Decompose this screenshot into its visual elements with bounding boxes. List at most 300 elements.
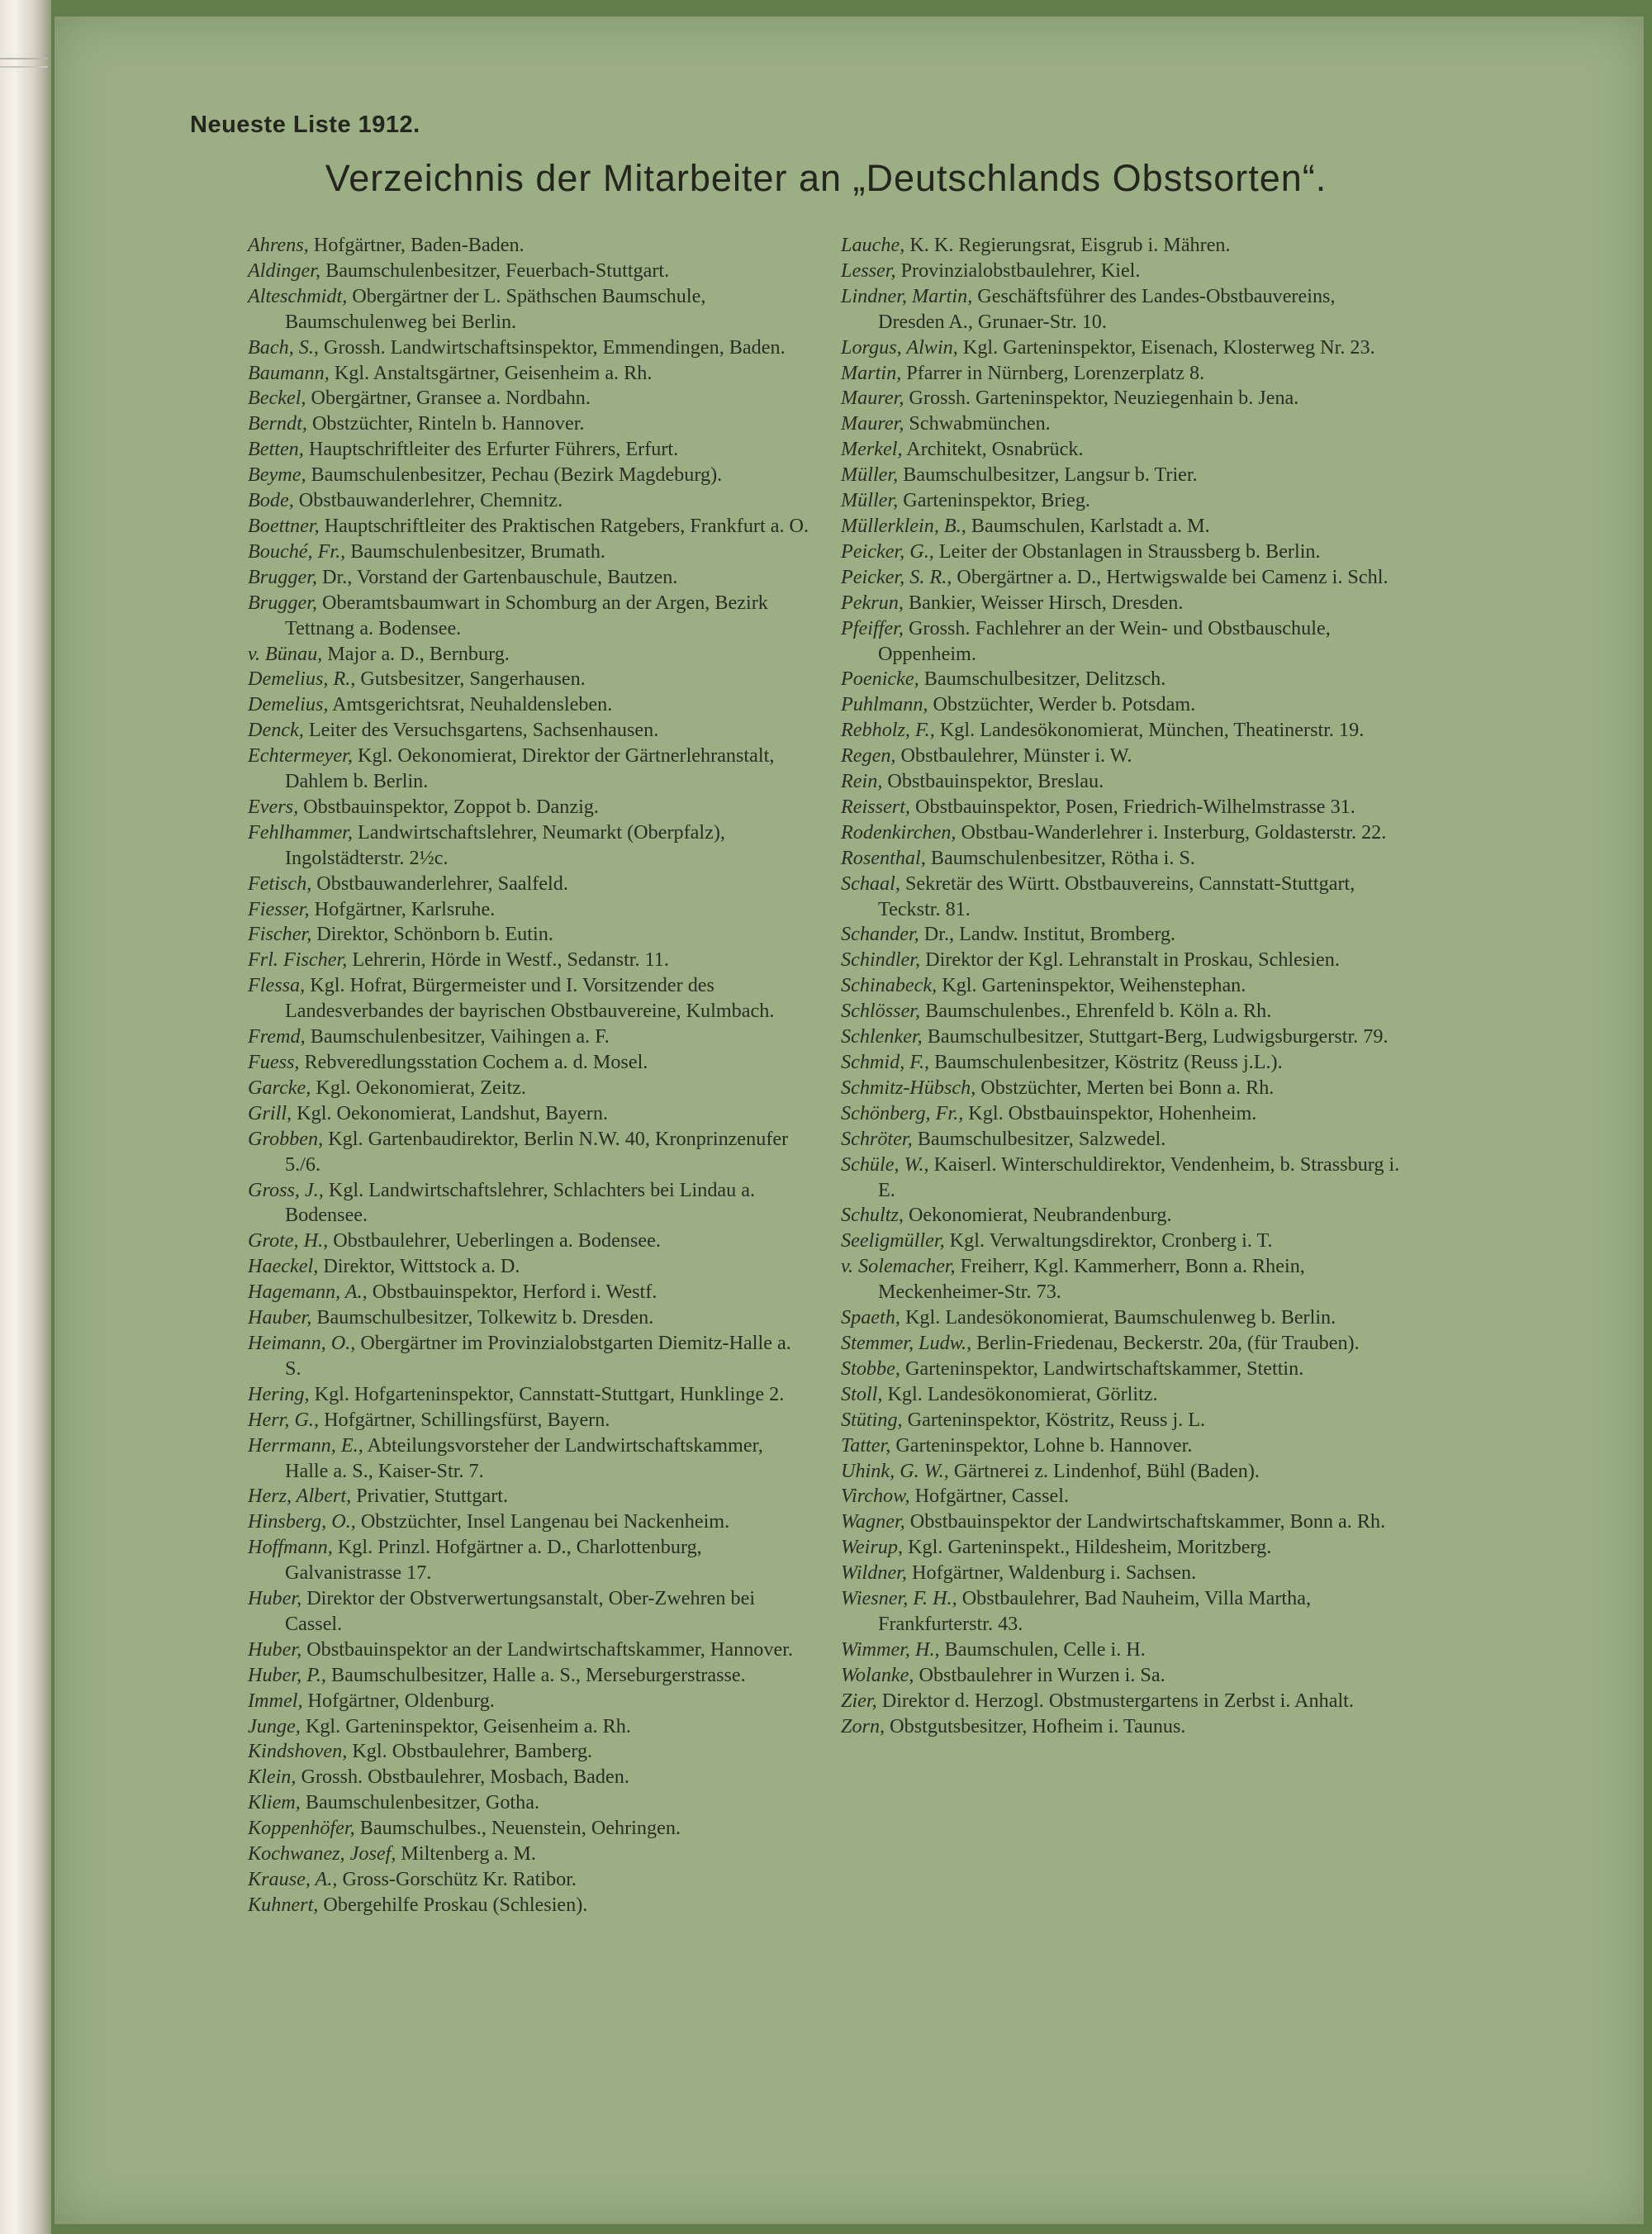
contributor-entry	[248, 1433, 809, 1485]
contributor-details: Kgl. Landesökonomierat, München, Theatinerstr. 19.	[934, 719, 1365, 742]
contributor-details: Kgl. Obstbaulehrer, Bamberg.	[347, 1740, 593, 1763]
contributor-entry	[841, 999, 1403, 1024]
contributor-details: Obstbauinspektor, Zoppot b. Danzig.	[298, 795, 599, 818]
contributor-entry	[248, 1484, 809, 1509]
contributor-name: Alteschmidt,	[248, 284, 348, 307]
contributor-details: Obstbaulehrer, Bad Nauheim, Villa Martha, Frankfurterstr. 43.	[878, 1587, 1312, 1635]
contributor-entry	[841, 1254, 1403, 1305]
contributor-entry	[248, 386, 809, 411]
contributor-name: Immel,	[248, 1689, 303, 1712]
contributor-details: Direktor, Schönborn b. Eutin.	[311, 923, 553, 946]
contributor-details: Baumschulenbesitzer, Brumath.	[345, 539, 605, 563]
contributor-name: Herr, G.,	[248, 1408, 320, 1431]
book-edge	[0, 0, 51, 2234]
contributor-entry	[248, 1178, 809, 1229]
contributor-name: Müllerklein, B.,	[841, 514, 966, 537]
contributor-details: Obstbauinspektor der Landwirtschaftskammer, Bonn a. Rh.	[904, 1510, 1386, 1533]
contributor-details: Kgl. Oekonomierat, Direktor der Gärtnerlehranstalt, Dahlem b. Berlin.	[285, 744, 775, 793]
contributor-name: Regen,	[841, 744, 896, 768]
contributor-details: Berlin-Friedenau, Beckerstr. 20a, (für Trauben).	[971, 1331, 1360, 1354]
contributor-entry	[841, 846, 1403, 872]
contributor-entry	[248, 1382, 809, 1408]
contributor-name: Schaal,	[841, 872, 900, 895]
contributor-details: Baumschulbesitzer, Halle a. S., Merseburgerstrasse.	[325, 1663, 746, 1686]
contributor-name: Schlösser,	[841, 1000, 921, 1023]
contributor-entry	[248, 1790, 809, 1816]
contributor-name: Lauche,	[841, 234, 905, 256]
contributor-details: Kgl. Obstbauinspektor, Hohenheim.	[963, 1101, 1257, 1124]
contributor-entry	[841, 259, 1403, 284]
contributor-entry	[841, 1229, 1403, 1254]
contributor-name: Evers,	[248, 795, 299, 818]
contributor-name: Beckel,	[248, 387, 306, 410]
contributor-entry	[248, 1076, 809, 1101]
contributor-name: Demelius,	[248, 693, 329, 716]
contributor-entry	[841, 616, 1403, 668]
contributor-details: Hofgärtner, Baden-Baden.	[308, 234, 525, 256]
contributor-entry	[841, 1382, 1403, 1408]
contributor-details: Miltenberg a. M.	[396, 1842, 536, 1866]
contributor-details: Hofgärtner, Cassel.	[909, 1485, 1070, 1508]
contributor-name: Peicker, G.,	[841, 539, 934, 563]
contributor-details: Hofgärtner, Waldenburg i. Sachsen.	[906, 1561, 1197, 1585]
contributor-name: Stemmer, Ludw.,	[841, 1331, 972, 1354]
contributor-details: Kaiserl. Winterschuldirektor, Vendenheim, b. Strassburg i. E.	[878, 1153, 1400, 1201]
contributor-name: Zier,	[841, 1689, 877, 1712]
contributor-details: Obstbaulehrer, Ueberlingen a. Bodensee.	[328, 1229, 661, 1252]
left-column	[248, 233, 809, 1918]
contributor-entry	[841, 361, 1403, 387]
contributor-details: Grossh. Landwirtschaftsinspektor, Emmendingen, Baden.	[318, 335, 786, 359]
contributor-details: Gutsbesitzer, Sangerhausen.	[355, 668, 586, 691]
contributor-entry	[841, 488, 1403, 514]
contributor-name: Junge,	[248, 1714, 301, 1737]
contributor-name: Brugger,	[248, 565, 317, 588]
right-column	[841, 233, 1403, 1739]
contributor-entry	[841, 463, 1403, 488]
contributor-name: Fehlhammer,	[248, 820, 353, 844]
contributor-name: Schüle, W.,	[841, 1153, 929, 1176]
contributor-name: Weirup,	[841, 1536, 904, 1559]
contributor-details: Baumschulbesitzer, Tolkewitz b. Dresden.	[311, 1306, 654, 1329]
contributor-name: Kindshoven,	[248, 1740, 348, 1763]
contributor-name: Schindler,	[841, 948, 921, 972]
contributor-name: Ahrens,	[248, 234, 309, 256]
contributor-name: Stüting,	[841, 1408, 903, 1431]
contributor-entry	[841, 1408, 1403, 1433]
contributor-entry	[248, 335, 809, 361]
contributor-entry	[841, 1357, 1403, 1382]
contributor-name: Berndt,	[248, 412, 307, 435]
contributor-entry	[841, 1076, 1403, 1101]
contributor-name: Virchow,	[841, 1485, 910, 1508]
contributor-entry	[841, 1509, 1403, 1535]
contributor-details: K. K. Regierungsrat, Eisgrub i. Mähren.	[904, 234, 1231, 256]
contributor-name: Spaeth,	[841, 1306, 900, 1329]
contributor-details: Kgl. Landesökonomierat, Görlitz.	[882, 1382, 1158, 1405]
contributor-entry	[841, 692, 1403, 718]
contributor-details: Obstzüchter, Insel Langenau bei Nackenheim.	[355, 1510, 730, 1533]
contributor-name: Kliem,	[248, 1791, 301, 1814]
contributor-details: Kgl. Garteninspektor, Geisenheim a. Rh.	[300, 1714, 631, 1737]
contributor-details: Gross-Gorschütz Kr. Ratibor.	[337, 1868, 577, 1890]
contributor-details: Kgl. Oekonomierat, Landshut, Bayern.	[292, 1101, 608, 1124]
contributor-name: Herrmann, E.,	[248, 1433, 363, 1457]
contributor-entry	[841, 1637, 1403, 1663]
contributor-entry	[248, 973, 809, 1024]
contributor-details: Baumschulbes., Neuenstein, Oehringen.	[354, 1817, 681, 1840]
contributor-details: Leiter der Obstanlagen in Straussberg b. Berlin.	[933, 539, 1321, 563]
contributor-details: Obstbauwanderlehrer, Saalfeld.	[311, 872, 568, 895]
contributor-details: Obergehilfe Proskau (Schlesien).	[318, 1893, 588, 1916]
contributor-entry	[248, 437, 809, 463]
contributor-entry	[841, 514, 1403, 539]
contributor-details: Obergärtner der L. Späthschen Baumschule, Baumschulenweg bei Berlin.	[285, 284, 706, 333]
contributor-entry	[248, 463, 809, 488]
contributor-name: Müller,	[841, 463, 899, 487]
contributor-details: Baumschulbesitzer, Langsur b. Trier.	[898, 463, 1198, 487]
contributor-details: Kgl. Hofgarteninspektor, Cannstatt-Stuttgart, Hunklinge 2.	[309, 1382, 785, 1405]
contributor-name: Kochwanez, Josef,	[248, 1842, 396, 1866]
contributor-name: Heimann, O.,	[248, 1331, 356, 1354]
contributor-entry	[248, 233, 809, 259]
contributor-name: Martin,	[841, 361, 902, 384]
contributor-details: Direktor der Obstverwertungsanstalt, Ober-Zwehren bei Cassel.	[285, 1587, 756, 1635]
contributor-entry	[248, 1739, 809, 1765]
contributor-name: Boettner,	[248, 514, 320, 537]
contributor-entry	[841, 1153, 1403, 1204]
contributor-name: Rebholz, F.,	[841, 719, 935, 742]
contributor-entry	[248, 361, 809, 387]
contributor-name: Huber,	[248, 1587, 302, 1610]
contributor-details: Pfarrer in Nürnberg, Lorenzerplatz 8.	[901, 361, 1205, 384]
contributor-details: Hauptschriftleiter des Praktischen Ratgebers, Frankfurt a. O.	[319, 514, 809, 537]
contributor-entry	[841, 539, 1403, 565]
contributor-entry	[248, 565, 809, 591]
contributor-entry	[248, 1816, 809, 1842]
contributor-name: Koppenhöfer,	[248, 1817, 355, 1840]
contributor-name: Müller,	[841, 489, 899, 512]
contributor-details: Garteninspektor, Brieg.	[898, 489, 1090, 512]
contributor-entry	[248, 1305, 809, 1331]
contributor-entry	[841, 565, 1403, 591]
contributor-entry	[841, 1024, 1403, 1050]
contributor-details: Privatier, Stuttgart.	[351, 1485, 509, 1508]
contributor-name: Schmitz-Hübsch,	[841, 1076, 976, 1099]
contributor-details: Oekonomierat, Neubrandenburg.	[903, 1204, 1172, 1227]
contributor-details: Obstbauinspektor, Herford i. Westf.	[367, 1281, 657, 1304]
contributor-name: Lesser,	[841, 259, 896, 282]
contributor-entry	[841, 769, 1403, 795]
contributor-details: Baumschulenbesitzer, Rötha i. S.	[925, 846, 1195, 869]
contributor-details: Baumschulenbes., Ehrenfeld b. Köln a. Rh.	[920, 1000, 1272, 1023]
contributor-details: Hofgärtner, Oldenburg.	[302, 1689, 495, 1712]
contributor-name: Peicker, S. R.,	[841, 565, 952, 588]
contributor-entry	[841, 1433, 1403, 1459]
contributor-name: Grill,	[248, 1101, 292, 1124]
contributor-entry	[248, 259, 809, 284]
contributor-details: Baumschulenbesitzer, Vaihingen a. F.	[305, 1025, 610, 1048]
contributor-entry	[248, 744, 809, 795]
contributor-name: Denck,	[248, 719, 304, 742]
contributor-entry	[248, 718, 809, 744]
edge-line	[0, 66, 48, 68]
contributor-details: Hauptschriftleiter des Erfurter Führers, Erfurt.	[303, 438, 679, 461]
contributor-entry	[248, 1765, 809, 1790]
contributor-name: Stoll,	[841, 1382, 883, 1405]
contributor-entry	[841, 1586, 1403, 1637]
contributor-details: Hofgärtner, Schillingsfürst, Bayern.	[319, 1408, 610, 1431]
contributor-name: Bach, S.,	[248, 335, 319, 359]
contributor-details: Gärtnerei z. Lindenhof, Bühl (Baden).	[948, 1459, 1260, 1482]
contributor-details: Kgl. Anstaltsgärtner, Geisenheim a. Rh.	[329, 361, 653, 384]
contributor-entry	[841, 795, 1403, 820]
contributor-entry	[248, 1229, 809, 1254]
contributor-details: Obstbauwanderlehrer, Chemnitz.	[293, 489, 563, 512]
contributor-name: Merkel,	[841, 438, 903, 461]
contributor-details: Garteninspektor, Köstritz, Reuss j. L.	[902, 1408, 1206, 1431]
contributor-name: Lorgus, Alwin,	[841, 335, 958, 359]
contributor-name: Pekrun,	[841, 591, 904, 614]
contributor-entry	[841, 233, 1403, 259]
contributor-entry	[841, 1305, 1403, 1331]
contributor-entry	[841, 1127, 1403, 1153]
contributor-details: Baumschulenbesitzer, Köstritz (Reuss j.L.).	[929, 1051, 1283, 1073]
contributor-name: Hauber,	[248, 1306, 312, 1329]
contributor-entry	[841, 973, 1403, 999]
contributor-details: Grossh. Garteninspektor, Neuziegenhain b. Jena.	[904, 387, 1299, 410]
contributor-details: Freiherr, Kgl. Kammerherr, Bonn a. Rhein, Meckenheimer-Str. 73.	[878, 1255, 1305, 1304]
contributor-details: Obstbau-Wanderlehrer i. Insterburg, Goldasterstr. 22.	[956, 820, 1387, 844]
contributor-entry	[841, 1689, 1403, 1714]
contributor-entry	[841, 335, 1403, 361]
contributor-entry	[841, 284, 1403, 335]
contributor-entry	[248, 642, 809, 668]
contributor-entry	[248, 1331, 809, 1382]
contributor-details: Obstbaulehrer, Münster i. W.	[895, 744, 1132, 768]
contributor-entry	[248, 1101, 809, 1127]
contributor-name: Fetisch,	[248, 872, 312, 895]
contributor-name: Frl. Fischer,	[248, 948, 348, 972]
contributor-name: Hoffmann,	[248, 1536, 333, 1559]
contributor-name: Wimmer, H.,	[841, 1637, 940, 1661]
contributor-details: Obstbauinspektor, Posen, Friedrich-Wilhelmstrasse 31.	[909, 795, 1355, 818]
contributor-entry	[841, 872, 1403, 923]
contributor-details: Obstgutsbesitzer, Hofheim i. Taunus.	[885, 1714, 1186, 1737]
contributor-entry	[841, 820, 1403, 846]
contributor-entry	[841, 411, 1403, 437]
contributor-name: Wolanke,	[841, 1663, 914, 1686]
contributor-details: Sekretär des Württ. Obstbauvereins, Cannstatt-Stuttgart, Teckstr. 81.	[878, 872, 1355, 920]
contributor-entry	[841, 1561, 1403, 1586]
contributor-entry	[841, 591, 1403, 616]
contributor-details: Landwirtschaftslehrer, Neumarkt (Oberpfalz), Ingolstädterstr. 2½c.	[285, 820, 725, 869]
contributor-name: Pfeiffer,	[841, 616, 904, 639]
contributor-name: Hagemann, A.,	[248, 1281, 368, 1304]
contributor-details: Kgl. Hofrat, Bürgermeister und I. Vorsitzender des Landesverbandes der bayrischen Obstbauvereine, Kulmbach.	[285, 974, 775, 1023]
contributor-entry	[841, 437, 1403, 463]
contributor-name: Maurer,	[841, 412, 904, 435]
contributor-name: Fiesser,	[248, 897, 310, 920]
contributor-details: Baumschulenbesitzer, Pechau (Bezirk Magdeburg).	[306, 463, 723, 487]
contributor-entry	[841, 948, 1403, 973]
contributor-details: Obstzüchter, Werder b. Potsdam.	[928, 693, 1196, 716]
contributor-entry	[248, 1050, 809, 1076]
contributor-entry	[248, 1663, 809, 1689]
contributor-entry	[841, 1331, 1403, 1357]
contributor-name: Fremd,	[248, 1025, 306, 1048]
contributor-name: Schultz,	[841, 1204, 904, 1227]
contributor-details: Direktor, Wittstock a. D.	[318, 1255, 520, 1278]
contributor-details: Baumschulenbesitzer, Gotha.	[300, 1791, 540, 1814]
contributor-details: Baumschulbesitzer, Stuttgart-Berg, Ludwigsburgerstr. 79.	[922, 1025, 1389, 1048]
contributor-entry	[248, 1893, 809, 1918]
contributor-name: Gross, J.,	[248, 1178, 324, 1201]
contributor-name: Demelius, R.,	[248, 668, 356, 691]
page-title: Verzeichnis der Mitarbeiter an „Deutschlands Obstsorten“.	[325, 157, 1327, 199]
contributor-name: Wagner,	[841, 1510, 905, 1533]
contributor-name: Maurer,	[841, 387, 904, 410]
contributor-name: Stobbe,	[841, 1357, 900, 1380]
contributor-entry	[248, 667, 809, 692]
contributor-name: v. Solemacher,	[841, 1255, 956, 1278]
contributor-entry	[248, 488, 809, 514]
contributor-name: Zorn,	[841, 1714, 885, 1737]
contributor-entry	[248, 1535, 809, 1586]
contributor-details: Obergärtner a. D., Hertwigswalde bei Camenz i. Schl.	[952, 565, 1389, 588]
contributor-entry	[248, 820, 809, 872]
contributor-name: Klein,	[248, 1766, 297, 1789]
contributor-name: Rein,	[841, 770, 883, 793]
contributor-name: Schander,	[841, 923, 919, 946]
contributor-entry	[248, 1254, 809, 1280]
contributor-details: Oberamtsbaumwart in Schomburg an der Argen, Bezirk Tettnang a. Bodensee.	[285, 591, 768, 639]
contributor-entry	[248, 795, 809, 820]
contributor-details: Kgl. Landwirtschaftslehrer, Schlachters bei Lindau a. Bodensee.	[285, 1178, 756, 1227]
contributor-entry	[248, 1842, 809, 1867]
contributor-name: Aldinger,	[248, 259, 321, 282]
contributor-details: Rebveredlungsstation Cochem a. d. Mosel.	[299, 1051, 648, 1073]
contributor-entry	[248, 514, 809, 539]
contributor-details: Kgl. Garteninspektor, Weihenstephan.	[937, 974, 1246, 997]
contributor-entry	[248, 1024, 809, 1050]
contributor-name: Schönberg, Fr.,	[841, 1101, 964, 1124]
contributor-entry	[248, 284, 809, 335]
contributor-details: Hofgärtner, Karlsruhe.	[309, 897, 496, 920]
contributor-entry	[841, 1663, 1403, 1689]
contributor-details: Bankier, Weisser Hirsch, Dresden.	[903, 591, 1184, 614]
contributor-name: Puhlmann,	[841, 693, 928, 716]
contributor-details: Dr., Landw. Institut, Bromberg.	[919, 923, 1176, 946]
contributor-entry	[248, 1867, 809, 1893]
contributor-name: Bouché, Fr.,	[248, 539, 346, 563]
contributor-name: Baumann,	[248, 361, 330, 384]
contributor-name: Hinsberg, O.,	[248, 1510, 356, 1533]
contributor-entry	[841, 1484, 1403, 1509]
contributor-name: Kuhnert,	[248, 1893, 319, 1916]
contributor-entry	[248, 897, 809, 923]
contributor-name: Lindner, Martin,	[841, 284, 973, 307]
contributor-entry	[841, 922, 1403, 948]
contributor-name: Grote, H.,	[248, 1229, 329, 1252]
contributor-entry	[841, 1714, 1403, 1740]
contributor-details: Kgl. Oekonomierat, Zeitz.	[311, 1076, 526, 1099]
contributor-details: Kgl. Garteninspekt., Hildesheim, Moritzberg.	[903, 1536, 1272, 1559]
contributor-name: Flessa,	[248, 974, 306, 997]
edge-line	[0, 58, 48, 59]
contributor-details: Garteninspektor, Lohne b. Hannover.	[890, 1433, 1193, 1457]
contributor-name: Fuess,	[248, 1051, 300, 1073]
contributor-details: Lehrerin, Hörde in Westf., Sedanstr. 11.	[347, 948, 669, 972]
contributor-details: Baumschulbesitzer, Salzwedel.	[912, 1127, 1166, 1150]
contributor-name: Schröter,	[841, 1127, 913, 1150]
contributor-name: Huber, P.,	[248, 1663, 326, 1686]
contributor-entry	[841, 386, 1403, 411]
contributor-entry	[248, 1689, 809, 1714]
contributor-details: Grossh. Obstbaulehrer, Mosbach, Baden.	[296, 1766, 629, 1789]
contributor-name: Herz, Albert,	[248, 1485, 352, 1508]
contributor-name: Haeckel,	[248, 1255, 319, 1278]
contributor-details: Direktor d. Herzogl. Obstmustergartens in Zerbst i. Anhalt.	[876, 1689, 1354, 1712]
contributor-entry	[248, 1408, 809, 1433]
contributor-entry	[841, 744, 1403, 769]
contributor-name: Beyme,	[248, 463, 306, 487]
contributor-details: Leiter des Versuchsgartens, Sachsenhausen.	[303, 719, 659, 742]
contributor-details: Schwabmünchen.	[904, 412, 1051, 435]
contributor-name: Wiesner, F. H.,	[841, 1587, 957, 1610]
list-year-heading: Neueste Liste 1912.	[190, 112, 420, 138]
contributor-details: Kgl. Landesökonomierat, Baumschulenweg b. Berlin.	[900, 1306, 1336, 1329]
contributor-details: Abteilungsvorsteher der Landwirtschaftskammer, Halle a. S., Kaiser-Str. 7.	[285, 1433, 763, 1482]
contributor-details: Direktor der Kgl. Lehranstalt in Proskau, Schlesien.	[920, 948, 1340, 972]
contributor-details: Dr., Vorstand der Gartenbauschule, Bautzen.	[316, 565, 678, 588]
contributor-name: Schinabeck,	[841, 974, 938, 997]
contributor-entry	[248, 872, 809, 897]
contributor-details: Obergärtner im Provinzialobstgarten Diemitz-Halle a. S.	[285, 1331, 791, 1380]
contributor-entry	[248, 948, 809, 973]
contributor-details: Baumschulen, Karlstadt a. M.	[966, 514, 1210, 537]
contributor-name: Uhink, G. W.,	[841, 1459, 949, 1482]
contributor-details: Provinzialobstbaulehrer, Kiel.	[895, 259, 1141, 282]
contributor-details: Kgl. Gartenbaudirektor, Berlin N.W. 40, Kronprinzenufer 5./6.	[285, 1127, 789, 1176]
contributor-entry	[248, 1509, 809, 1535]
contributor-name: Wildner,	[841, 1561, 907, 1585]
contributor-details: Kgl. Prinzl. Hofgärtner a. D., Charlottenburg, Galvanistrasse 17.	[285, 1536, 702, 1585]
contributor-details: Architekt, Osnabrück.	[902, 438, 1084, 461]
contributor-name: Huber,	[248, 1637, 302, 1661]
contributor-name: Schlenker,	[841, 1025, 923, 1048]
contributor-entry	[248, 539, 809, 565]
contributor-details: Baumschulenbesitzer, Feuerbach-Stuttgart.	[320, 259, 670, 282]
contributor-name: Grobben,	[248, 1127, 324, 1150]
contributor-entry	[841, 1050, 1403, 1076]
contributor-entry	[248, 591, 809, 642]
contributor-entry	[841, 1203, 1403, 1229]
contributor-details: Garteninspektor, Landwirtschaftskammer, Stettin.	[900, 1357, 1304, 1380]
contributor-details: Grossh. Fachlehrer an der Wein- und Obstbauschule, Oppenheim.	[878, 616, 1331, 665]
contributor-entry	[248, 1280, 809, 1305]
contributor-details: Obstbaulehrer in Wurzen i. Sa.	[914, 1663, 1165, 1686]
contributor-name: Rodenkirchen,	[841, 820, 957, 844]
contributor-details: Baumschulbesitzer, Delitzsch.	[919, 668, 1166, 691]
contributor-name: Reissert,	[841, 795, 910, 818]
contributor-details: Obstbauinspektor, Breslau.	[882, 770, 1104, 793]
contributor-name: Tatter,	[841, 1433, 891, 1457]
contributor-entry	[248, 1127, 809, 1178]
contributor-name: Hering,	[248, 1382, 310, 1405]
contributor-details: Major a. D., Bernburg.	[322, 642, 510, 665]
contributor-entry	[248, 692, 809, 718]
